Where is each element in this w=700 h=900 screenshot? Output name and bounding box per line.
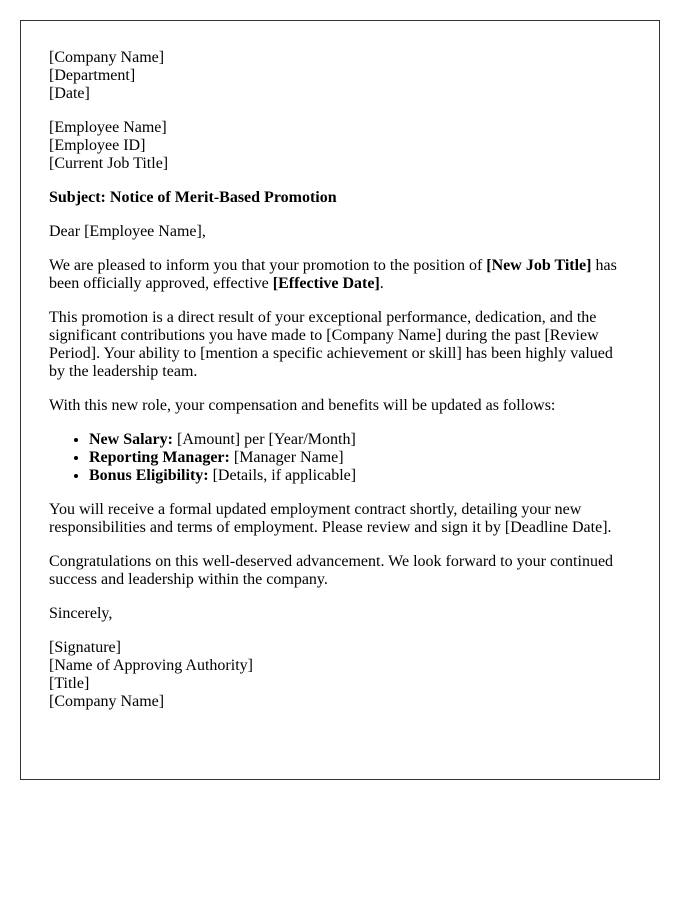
recipient-block	[49, 119, 631, 173]
recipient-id: [Employee ID]	[49, 137, 146, 154]
list-item-label: Bonus Eligibility:	[89, 467, 209, 484]
signature-block	[49, 639, 631, 711]
signatory-name: [Name of Approving Authority]	[49, 657, 253, 674]
paragraph-performance: This promotion is a direct result of your exceptional performance, dedication, and the significant contributions you have made to [Company Name] during the past [Review Period]. Your ability to [mention a specific achievement or skill] has been highly valued by the leadership team.	[49, 309, 613, 380]
effective-date: [Effective Date]	[272, 275, 380, 292]
subject-text: Subject: Notice of Merit-Based Promotion	[49, 189, 337, 206]
sender-department: [Department]	[49, 67, 136, 84]
list-item-value: [Details, if applicable]	[208, 467, 357, 484]
sender-company: [Company Name]	[49, 49, 165, 66]
paragraph-approval-text-1: We are pleased to inform you that your promotion to the position of	[49, 257, 487, 274]
list-item-value: [Amount] per [Year/Month]	[172, 431, 356, 448]
list-item	[89, 431, 631, 449]
list-item	[89, 467, 631, 485]
letter-date: [Date]	[49, 85, 90, 102]
paragraph-approval-text-3: .	[379, 275, 384, 292]
signatory-company: [Company Name]	[49, 693, 165, 710]
letter-document	[20, 20, 660, 780]
paragraph-approval	[49, 257, 631, 293]
recipient-title: [Current Job Title]	[49, 155, 169, 172]
recipient-name: [Employee Name]	[49, 119, 167, 136]
paragraph-approval-text-2: has been officially approved, effective	[49, 257, 617, 292]
paragraph-congratulations: Congratulations on this well-deserved advancement. We look forward to your continued success and leadership within the company.	[49, 553, 614, 588]
list-item-value: [Manager Name]	[229, 449, 344, 466]
list-item-label: Reporting Manager:	[89, 449, 230, 466]
salutation: Dear [Employee Name],	[49, 223, 206, 240]
closing: Sincerely,	[49, 605, 113, 622]
list-item-label: New Salary:	[89, 431, 173, 448]
paragraph-compensation-intro: With this new role, your compensation and benefits will be updated as follows:	[49, 397, 556, 414]
list-item	[89, 449, 631, 467]
new-job-title: [New Job Title]	[486, 257, 592, 274]
signatory-title: [Title]	[49, 675, 90, 692]
subject-line	[49, 189, 631, 207]
signature: [Signature]	[49, 639, 121, 656]
paragraph-contract: You will receive a formal updated employment contract shortly, detailing your new responsibilities and terms of employment. Please review and sign it by [Deadline Date].	[49, 501, 612, 536]
compensation-list	[49, 431, 631, 485]
sender-block	[49, 49, 631, 103]
